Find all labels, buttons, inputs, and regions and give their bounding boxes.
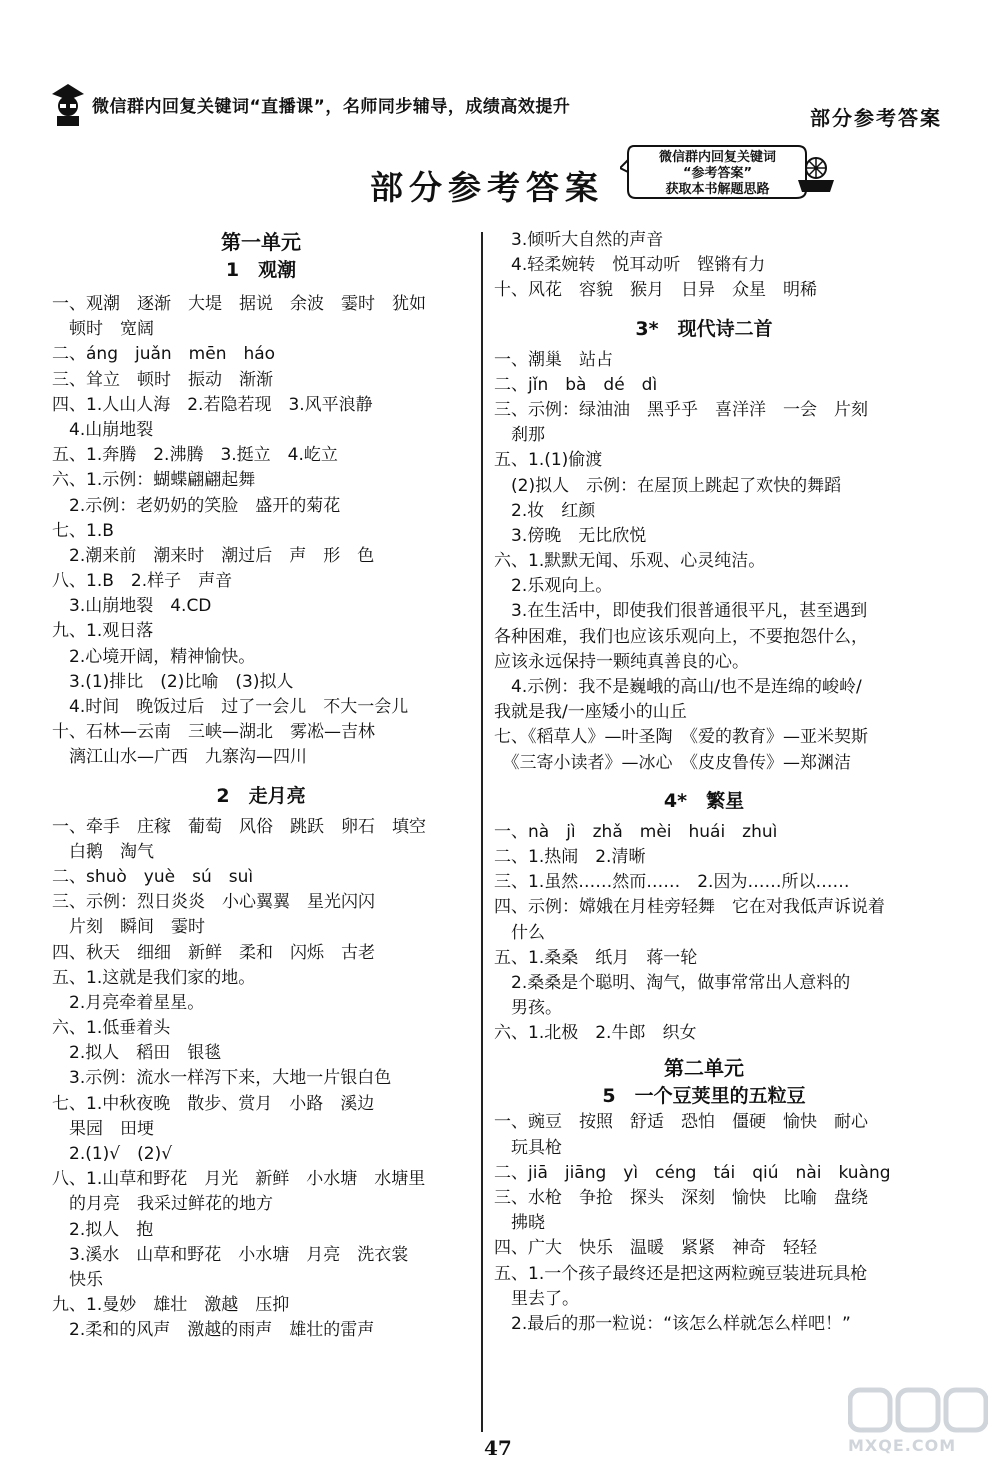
answer-line: 六、1.默默无闻、乐观、心灵纯洁。 <box>494 551 766 572</box>
answer-line: 六、1.北极 2.牛郎 织女 <box>494 1023 697 1044</box>
answer-line: 四、秋天 细细 新鲜 柔和 闪烁 古老 <box>52 942 375 963</box>
answer-line: 2.潮来前 潮来时 潮过后 声 形 色 <box>52 545 375 566</box>
answer-line: 五、1.桑桑 纸月 蒋一轮 <box>494 947 698 968</box>
note-bubble <box>620 140 840 208</box>
answer-line: 五、1.这就是我们家的地。 <box>52 967 256 988</box>
answer-line: 快乐 <box>52 1269 103 1290</box>
answer-line: 3.山崩地裂 4.CD <box>52 596 212 617</box>
answer-line: 九、1.观日落 <box>52 621 154 642</box>
answer-line: 拂晓 <box>494 1213 545 1234</box>
answer-line: 漓江山水—广西 九寨沟—四川 <box>52 747 307 768</box>
answer-line: (2)拟人 示例：在屋顶上跳起了欢快的舞蹈 <box>494 475 842 496</box>
note-line-1: 微信群内回复关键词 <box>658 150 776 165</box>
answer-line: 片刻 瞬间 霎时 <box>52 917 205 938</box>
answer-line: 2.心境开阔，精神愉快。 <box>52 646 256 667</box>
answer-line: 七、《稻草人》—叶圣陶 《爱的教育》—亚米契斯 <box>494 727 868 748</box>
answer-line: 一、观潮 逐渐 大堤 据说 余波 霎时 犹如 <box>52 294 426 314</box>
lesson-heading: 5 一个豆荚里的五粒豆 <box>602 1085 806 1108</box>
answer-line: 3.倾听大自然的声音 <box>494 230 664 250</box>
header-section-title: 部分参考答案 <box>810 106 942 130</box>
answer-line: 三、水枪 争抢 探头 深刻 愉快 比喻 盘绕 <box>494 1188 868 1208</box>
answer-line: 八、1.山草和野花 月光 新鲜 小水塘 水塘里 <box>52 1169 426 1190</box>
lesson-answers <box>494 228 914 304</box>
answer-line: 果园 田埂 <box>52 1118 154 1139</box>
lesson-answers <box>494 348 914 776</box>
lesson-heading: 3* 现代诗二首 <box>635 317 773 340</box>
answer-line: 玩具枪 <box>494 1137 562 1158</box>
answer-line: 什么 <box>494 922 545 943</box>
answer-line: 三、耸立 顿时 振动 渐渐 <box>52 369 273 390</box>
watermark-logo-icon <box>848 1386 988 1436</box>
lesson-answers <box>52 292 470 771</box>
answer-line: 2.妆 红颜 <box>494 500 596 521</box>
answer-line: 4.山崩地裂 <box>52 419 154 440</box>
answer-line: 4.时间 晚饭过后 过了一会儿 不大一会儿 <box>52 697 409 717</box>
lesson-heading: 1 观潮 <box>225 259 297 281</box>
answer-line: 2.乐观向上。 <box>494 576 613 597</box>
answer-line: 2.拟人 稻田 银毯 <box>52 1043 222 1064</box>
answer-line: 十、石林—云南 三峡—湖北 雾凇—吉林 <box>52 722 375 743</box>
answer-line: 八、1.B 2.样子 声音 <box>52 571 233 592</box>
answer-line: 二、áng juǎn mēn háo <box>52 344 276 365</box>
answer-line: 二、shuò yuè sú suì <box>52 866 254 887</box>
answer-line: 一、nà jì zhǎ mèi huái zhuì <box>494 821 778 842</box>
lesson-answers <box>52 815 470 1344</box>
left-column <box>52 228 470 1344</box>
answer-line: 六、1.示例：蝴蝶翩翩起舞 <box>52 470 256 491</box>
header-slogan: 微信群内回复关键词“直播课”，名师同步辅导，成绩高效提升 <box>92 97 571 117</box>
lesson-heading: 2 走月亮 <box>216 784 306 807</box>
answer-line: 七、1.B <box>52 520 114 541</box>
answer-line: 各种困难，我们也应该乐观向上，不要抱怨什么， <box>494 626 868 647</box>
answer-line: 一、豌豆 按照 舒适 恐怕 僵硬 愉快 耐心 <box>494 1112 868 1133</box>
answer-line: 2.柔和的风声 激越的雨声 雄壮的雷声 <box>52 1320 375 1341</box>
answer-line: 三、示例：绿油油 黑乎乎 喜洋洋 一会 片刻 <box>494 399 868 420</box>
answer-line: 四、示例：嫦娥在月桂旁轻舞 它在对我低声诉说着 <box>494 897 885 918</box>
answer-line: 九、1.曼妙 雄壮 激越 压抑 <box>52 1295 290 1316</box>
answer-line: 五、1.(1)偷渡 <box>494 450 603 471</box>
answer-line: 2.月亮牵着星星。 <box>52 992 205 1013</box>
answer-line: 2.示例：老奶奶的笑脸 盛开的菊花 <box>52 495 341 516</box>
answer-line: 2.(1)√ (2)√ <box>52 1144 173 1164</box>
watermark-text: MXQE.COM <box>848 1436 957 1455</box>
answer-line: 2.拟人 抱 <box>52 1219 154 1240</box>
answer-line: 十、风花 容貌 猴月 日异 众星 明稀 <box>494 280 817 301</box>
column-divider <box>481 232 483 1432</box>
answer-line: 3.示例：流水一样泻下来，大地一片银白色 <box>52 1068 392 1089</box>
watermark <box>848 1386 988 1462</box>
answer-line: 刹那 <box>494 425 545 446</box>
answer-line: 3.(1)排比 (2)比喻 (3)拟人 <box>52 671 294 692</box>
lesson-answers <box>494 820 914 1047</box>
note-line-3: 获取本书解题思路 <box>665 182 770 197</box>
answer-line: 顿时 宽阔 <box>52 319 154 340</box>
lesson-heading: 4* 繁星 <box>663 789 745 812</box>
right-column <box>494 228 914 1337</box>
page-header <box>40 78 960 138</box>
answer-line: 四、1.人山人海 2.若隐若现 3.风平浪静 <box>52 394 373 415</box>
answer-line: 一、牵手 庄稼 葡萄 风俗 跳跃 卵石 填空 <box>52 816 426 837</box>
answer-line: 3.傍晚 无比欣悦 <box>494 525 647 546</box>
answer-line: 四、广大 快乐 温暖 紧紧 神奇 轻轻 <box>494 1238 817 1259</box>
answer-line: 二、jǐn bà dé dì <box>494 374 658 395</box>
answer-line: 3.在生活中，即使我们很普通很平凡，甚至遇到 <box>494 601 868 622</box>
answer-line: 五、1.一个孩子最终还是把这两粒豌豆装进玩具枪 <box>494 1263 868 1284</box>
answer-line: 三、1.虽然……然而…… 2.因为……所以…… <box>494 872 850 893</box>
answer-line: 三、示例：烈日炎炎 小心翼翼 星光闪闪 <box>52 892 375 913</box>
answer-line: 六、1.低垂着头 <box>52 1018 171 1039</box>
note-line-2: “参考答案” <box>682 166 753 181</box>
unit-heading: 第二单元 <box>664 1056 744 1081</box>
answer-line: 白鹅 淘气 <box>52 841 154 862</box>
page-number: 47 <box>484 1436 512 1460</box>
answer-line: 男孩。 <box>494 998 562 1019</box>
answer-line: 3.溪水 山草和野花 小水塘 月亮 洗衣裳 <box>52 1244 409 1265</box>
answer-line: 《三寄小读者》—冰心 《皮皮鲁传》—郑渊洁 <box>494 752 851 773</box>
answer-line: 二、jiā jiāng yì céng tái qiú nài kuàng <box>494 1162 891 1183</box>
answer-line: 的月亮 我采过鲜花的地方 <box>52 1194 273 1215</box>
lesson-answers <box>494 1110 914 1337</box>
answer-line: 里去了。 <box>494 1288 579 1309</box>
answer-line: 4.轻柔婉转 悦耳动听 铿锵有力 <box>494 255 766 276</box>
page-title: 部分参考答案 <box>370 168 604 207</box>
answer-line: 应该永远保持一颗纯真善良的心。 <box>494 651 749 672</box>
answer-line: 我就是我/一座矮小的山丘 <box>494 702 687 723</box>
answer-line: 2.桑桑是个聪明、淘气，做事常常出人意料的 <box>494 972 851 993</box>
answer-line: 五、1.奔腾 2.沸腾 3.挺立 4.屹立 <box>52 445 338 466</box>
answer-line: 2.最后的那一粒说：“该怎么样就怎么样吧！” <box>494 1313 851 1334</box>
unit-heading: 第一单元 <box>221 230 301 254</box>
answer-line: 七、1.中秋夜晚 散步、赏月 小路 溪边 <box>52 1093 375 1114</box>
answer-line: 4.示例：我不是巍峨的高山/也不是连绵的峻岭/ <box>494 677 862 697</box>
answer-line: 二、1.热闹 2.清晰 <box>494 846 646 867</box>
mascot-icon <box>48 82 88 128</box>
answer-line: 一、潮巢 站占 <box>494 349 613 370</box>
